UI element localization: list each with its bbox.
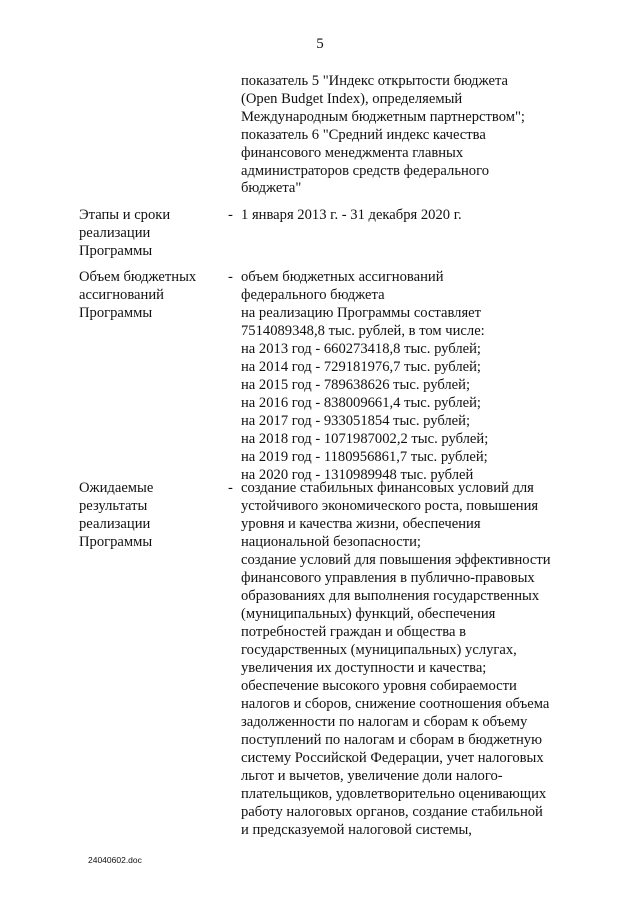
section-text-line: создание условий для повышения эффективности bbox=[241, 552, 551, 568]
section-text-line: на 2015 год - 789638626 тыс. рублей; bbox=[241, 377, 471, 393]
section-text-line: на 2020 год - 1310989948 тыс. рублей bbox=[241, 467, 474, 483]
intro-line: показатель 5 "Индекс открытости бюджета bbox=[241, 73, 509, 89]
section-text-line: обеспечение высокого уровня собираемости bbox=[241, 678, 517, 694]
section-text-line: национальной безопасности; bbox=[241, 534, 421, 550]
section-text-line: увеличения их доступности и качества; bbox=[241, 660, 487, 676]
intro-line: финансового менеджмента главных bbox=[241, 145, 464, 161]
section-text-line: потребностей граждан и общества в bbox=[241, 624, 466, 640]
section-text-line: финансового управления в публично-правовых bbox=[241, 570, 535, 586]
section-dash: - bbox=[228, 480, 233, 496]
section-text-line: плательщиков, удовлетворительно оценивающих bbox=[241, 786, 547, 802]
section-text-line: налогов и сборов, снижение соотношения объема bbox=[241, 696, 550, 712]
section-text-line: на 2019 год - 1180956861,7 тыс. рублей; bbox=[241, 449, 488, 465]
section-text-line: на 2018 год - 1071987002,2 тыс. рублей; bbox=[241, 431, 489, 447]
footer-filename: 24040602.doc bbox=[88, 855, 142, 865]
section-dash: - bbox=[228, 207, 233, 223]
section-text-line: задолженности по налогам и сборам к объему bbox=[241, 714, 528, 730]
section-text-line: на 2013 год - 660273418,8 тыс. рублей; bbox=[241, 341, 481, 357]
section-text-line: систему Российской Федерации, учет налоговых bbox=[241, 750, 544, 766]
section-label-line: результаты bbox=[79, 498, 148, 514]
section-text-line: поступлений по налогам и сборам в бюджетную bbox=[241, 732, 542, 748]
section-text-line: объем бюджетных ассигнований bbox=[241, 269, 444, 285]
section-text-line: устойчивого экономического роста, повышения bbox=[241, 498, 539, 514]
section-dash: - bbox=[228, 269, 233, 285]
section-label-line: реализации bbox=[79, 225, 151, 241]
section-label-line: Объем бюджетных bbox=[79, 269, 197, 285]
section-text-line: образованиях для выполнения государственных bbox=[241, 588, 540, 604]
page-number: 5 bbox=[316, 36, 324, 52]
section-text-line: федерального бюджета bbox=[241, 287, 385, 303]
section-text-line: создание стабильных финансовых условий для bbox=[241, 480, 534, 496]
section-text-line: 7514089348,8 тыс. рублей, в том числе: bbox=[241, 323, 485, 339]
section-text-line: и предсказуемой налоговой системы, bbox=[241, 822, 472, 838]
section-label-line: реализации bbox=[79, 516, 151, 532]
intro-line: (Open Budget Index), определяемый bbox=[241, 91, 463, 107]
section-label-line: Программы bbox=[79, 305, 153, 321]
section-label-line: Этапы и сроки bbox=[79, 207, 171, 223]
section-label-line: ассигнований bbox=[79, 287, 164, 303]
section-text-line: уровня и качества жизни, обеспечения bbox=[241, 516, 481, 532]
section-text-line: 1 января 2013 г. - 31 декабря 2020 г. bbox=[241, 207, 462, 223]
section-label-line: Программы bbox=[79, 534, 153, 550]
section-text-line: работу налоговых органов, создание стабильной bbox=[241, 804, 543, 820]
intro-line: показатель 6 "Средний индекс качества bbox=[241, 127, 486, 143]
section-text-line: государственных (муниципальных) услугах, bbox=[241, 642, 517, 658]
section-label-line: Программы bbox=[79, 243, 153, 259]
intro-line: бюджета" bbox=[241, 180, 302, 196]
section-text-line: на 2016 год - 838009661,4 тыс. рублей; bbox=[241, 395, 481, 411]
section-text-line: (муниципальных) функций, обеспечения bbox=[241, 606, 496, 622]
intro-line: Международным бюджетным партнерством"; bbox=[241, 109, 525, 125]
section-text-line: на 2017 год - 933051854 тыс. рублей; bbox=[241, 413, 471, 429]
section-text-line: на 2014 год - 729181976,7 тыс. рублей; bbox=[241, 359, 481, 375]
section-label-line: Ожидаемые bbox=[79, 480, 154, 496]
section-text-line: на реализацию Программы составляет bbox=[241, 305, 482, 321]
intro-line: администраторов средств федерального bbox=[241, 163, 490, 179]
section-text-line: льгот и вычетов, увеличение доли налого- bbox=[241, 768, 503, 784]
